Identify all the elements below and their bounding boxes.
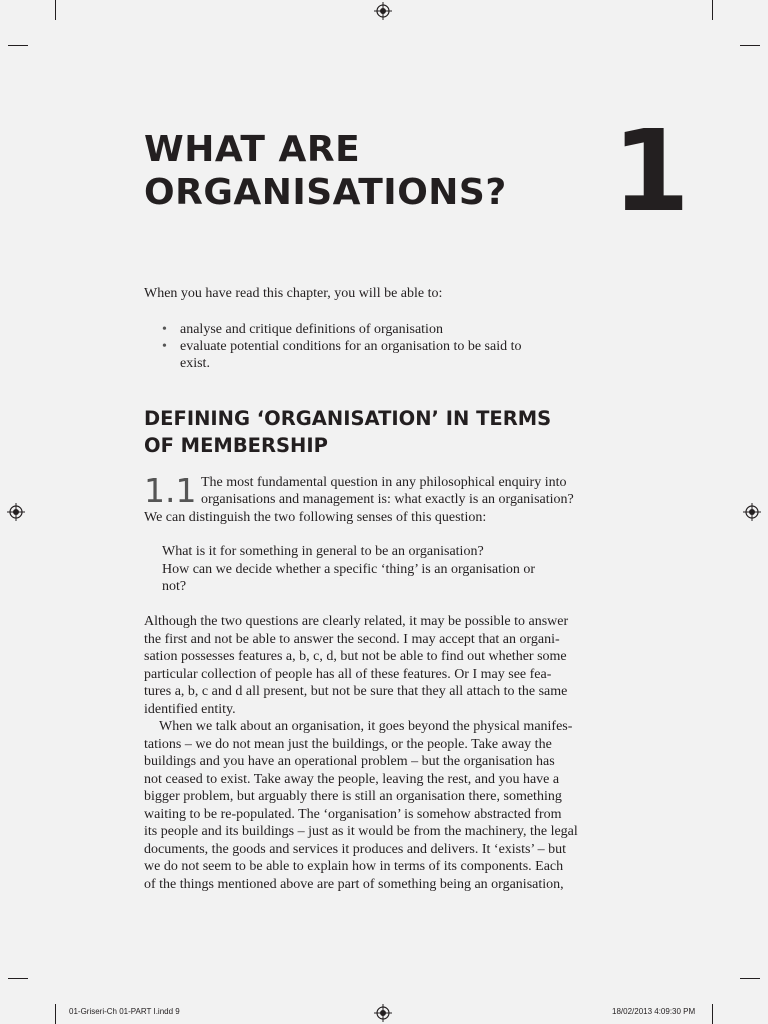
- body-line: bigger problem, but arguably there is still an organisation there, something: [144, 789, 562, 804]
- crop-mark: [740, 978, 760, 979]
- body-line: Although the two questions are clearly related, it may be possible to answer: [144, 614, 569, 629]
- objective-text: exist.: [180, 356, 210, 371]
- body-line: organisations and management is: what exactly is an organisation?: [201, 492, 574, 507]
- body-line: tures a, b, c and d all present, but not be sure that they all attach to the same: [144, 684, 568, 699]
- list-item: [162, 321, 592, 338]
- section-heading-line: OF MEMBERSHIP: [144, 434, 328, 457]
- body-line: identified entity.: [144, 701, 236, 717]
- quote-line: What is it for something in general to be an organisation?: [162, 544, 484, 559]
- body-line: we do not seem to be able to explain how in terms of its components. Each: [144, 859, 564, 874]
- body-line: of the things mentioned above are part of something being an organisation,: [144, 876, 564, 892]
- body-line: the first and not be able to answer the second. I may accept that an organi-: [144, 631, 560, 647]
- list-item-continuation: [162, 355, 592, 372]
- chapter-title-line: ORGANISATIONS?: [144, 172, 507, 213]
- chapter-number: 1: [612, 107, 690, 237]
- chapter-title: [144, 128, 507, 214]
- body-line: its people and its buildings – just as it would be from the machinery, the legal: [144, 824, 578, 839]
- list-item: [162, 338, 592, 355]
- crop-mark: [712, 0, 713, 20]
- objective-text: evaluate potential conditions for an organisation to be said to: [180, 339, 522, 354]
- body-line: documents, the goods and services it produces and delivers. It ‘exists’ – but: [144, 841, 566, 857]
- body-line: tations – we do not mean just the buildings, or the people. Take away the: [144, 736, 552, 752]
- footer-timestamp: 18/02/2013 4:09:30 PM: [612, 1007, 696, 1016]
- body-line: particular collection of people has all of these features. Or I may see fea-: [144, 666, 552, 682]
- crop-mark: [55, 1004, 56, 1024]
- objective-text: analyse and critique definitions of organisation: [180, 322, 443, 337]
- body-line: sation possesses features a, b, c, d, but not be able to find out whether some: [144, 649, 567, 664]
- body-text: [144, 613, 578, 893]
- section-heading: [144, 405, 584, 459]
- quote-line: not?: [162, 579, 187, 594]
- registration-mark-icon: [7, 503, 25, 521]
- body-line: waiting to be re-populated. The ‘organisation’ is somehow abstracted from: [144, 806, 562, 822]
- crop-mark: [8, 978, 28, 979]
- bullet-icon: •: [162, 322, 167, 337]
- section-heading-line: DEFINING ‘ORGANISATION’ IN TERMS: [144, 407, 552, 430]
- body-line: The most fundamental question in any philosophical enquiry into: [201, 475, 567, 490]
- body-line: When we talk about an organisation, it goes beyond the physical manifes-: [159, 719, 573, 734]
- body-line: buildings and you have an operational problem – but the organisation has: [144, 754, 555, 769]
- crop-mark: [8, 45, 28, 46]
- quote-line: How can we decide whether a specific ‘thing’ is an organisation or: [162, 561, 536, 577]
- registration-mark-icon: [374, 2, 392, 20]
- crop-mark: [55, 0, 56, 20]
- chapter-title-line: WHAT ARE: [144, 129, 361, 170]
- bullet-icon: •: [162, 339, 167, 354]
- paragraph-number: 1.1: [144, 471, 197, 510]
- indented-questions: [162, 543, 535, 596]
- body-line: We can distinguish the two following senses of this question:: [144, 510, 487, 525]
- objectives-intro: When you have read this chapter, you will be able to:: [144, 286, 443, 301]
- objectives-list: [162, 321, 592, 372]
- crop-mark: [740, 45, 760, 46]
- registration-mark-icon: [374, 1004, 392, 1022]
- footer-file-label: 01-Griseri-Ch 01-PART I.indd 9: [69, 1007, 180, 1016]
- body-line: not ceased to exist. Take away the people, leaving the rest, and you have a: [144, 771, 560, 787]
- crop-mark: [712, 1004, 713, 1024]
- registration-mark-icon: [743, 503, 761, 521]
